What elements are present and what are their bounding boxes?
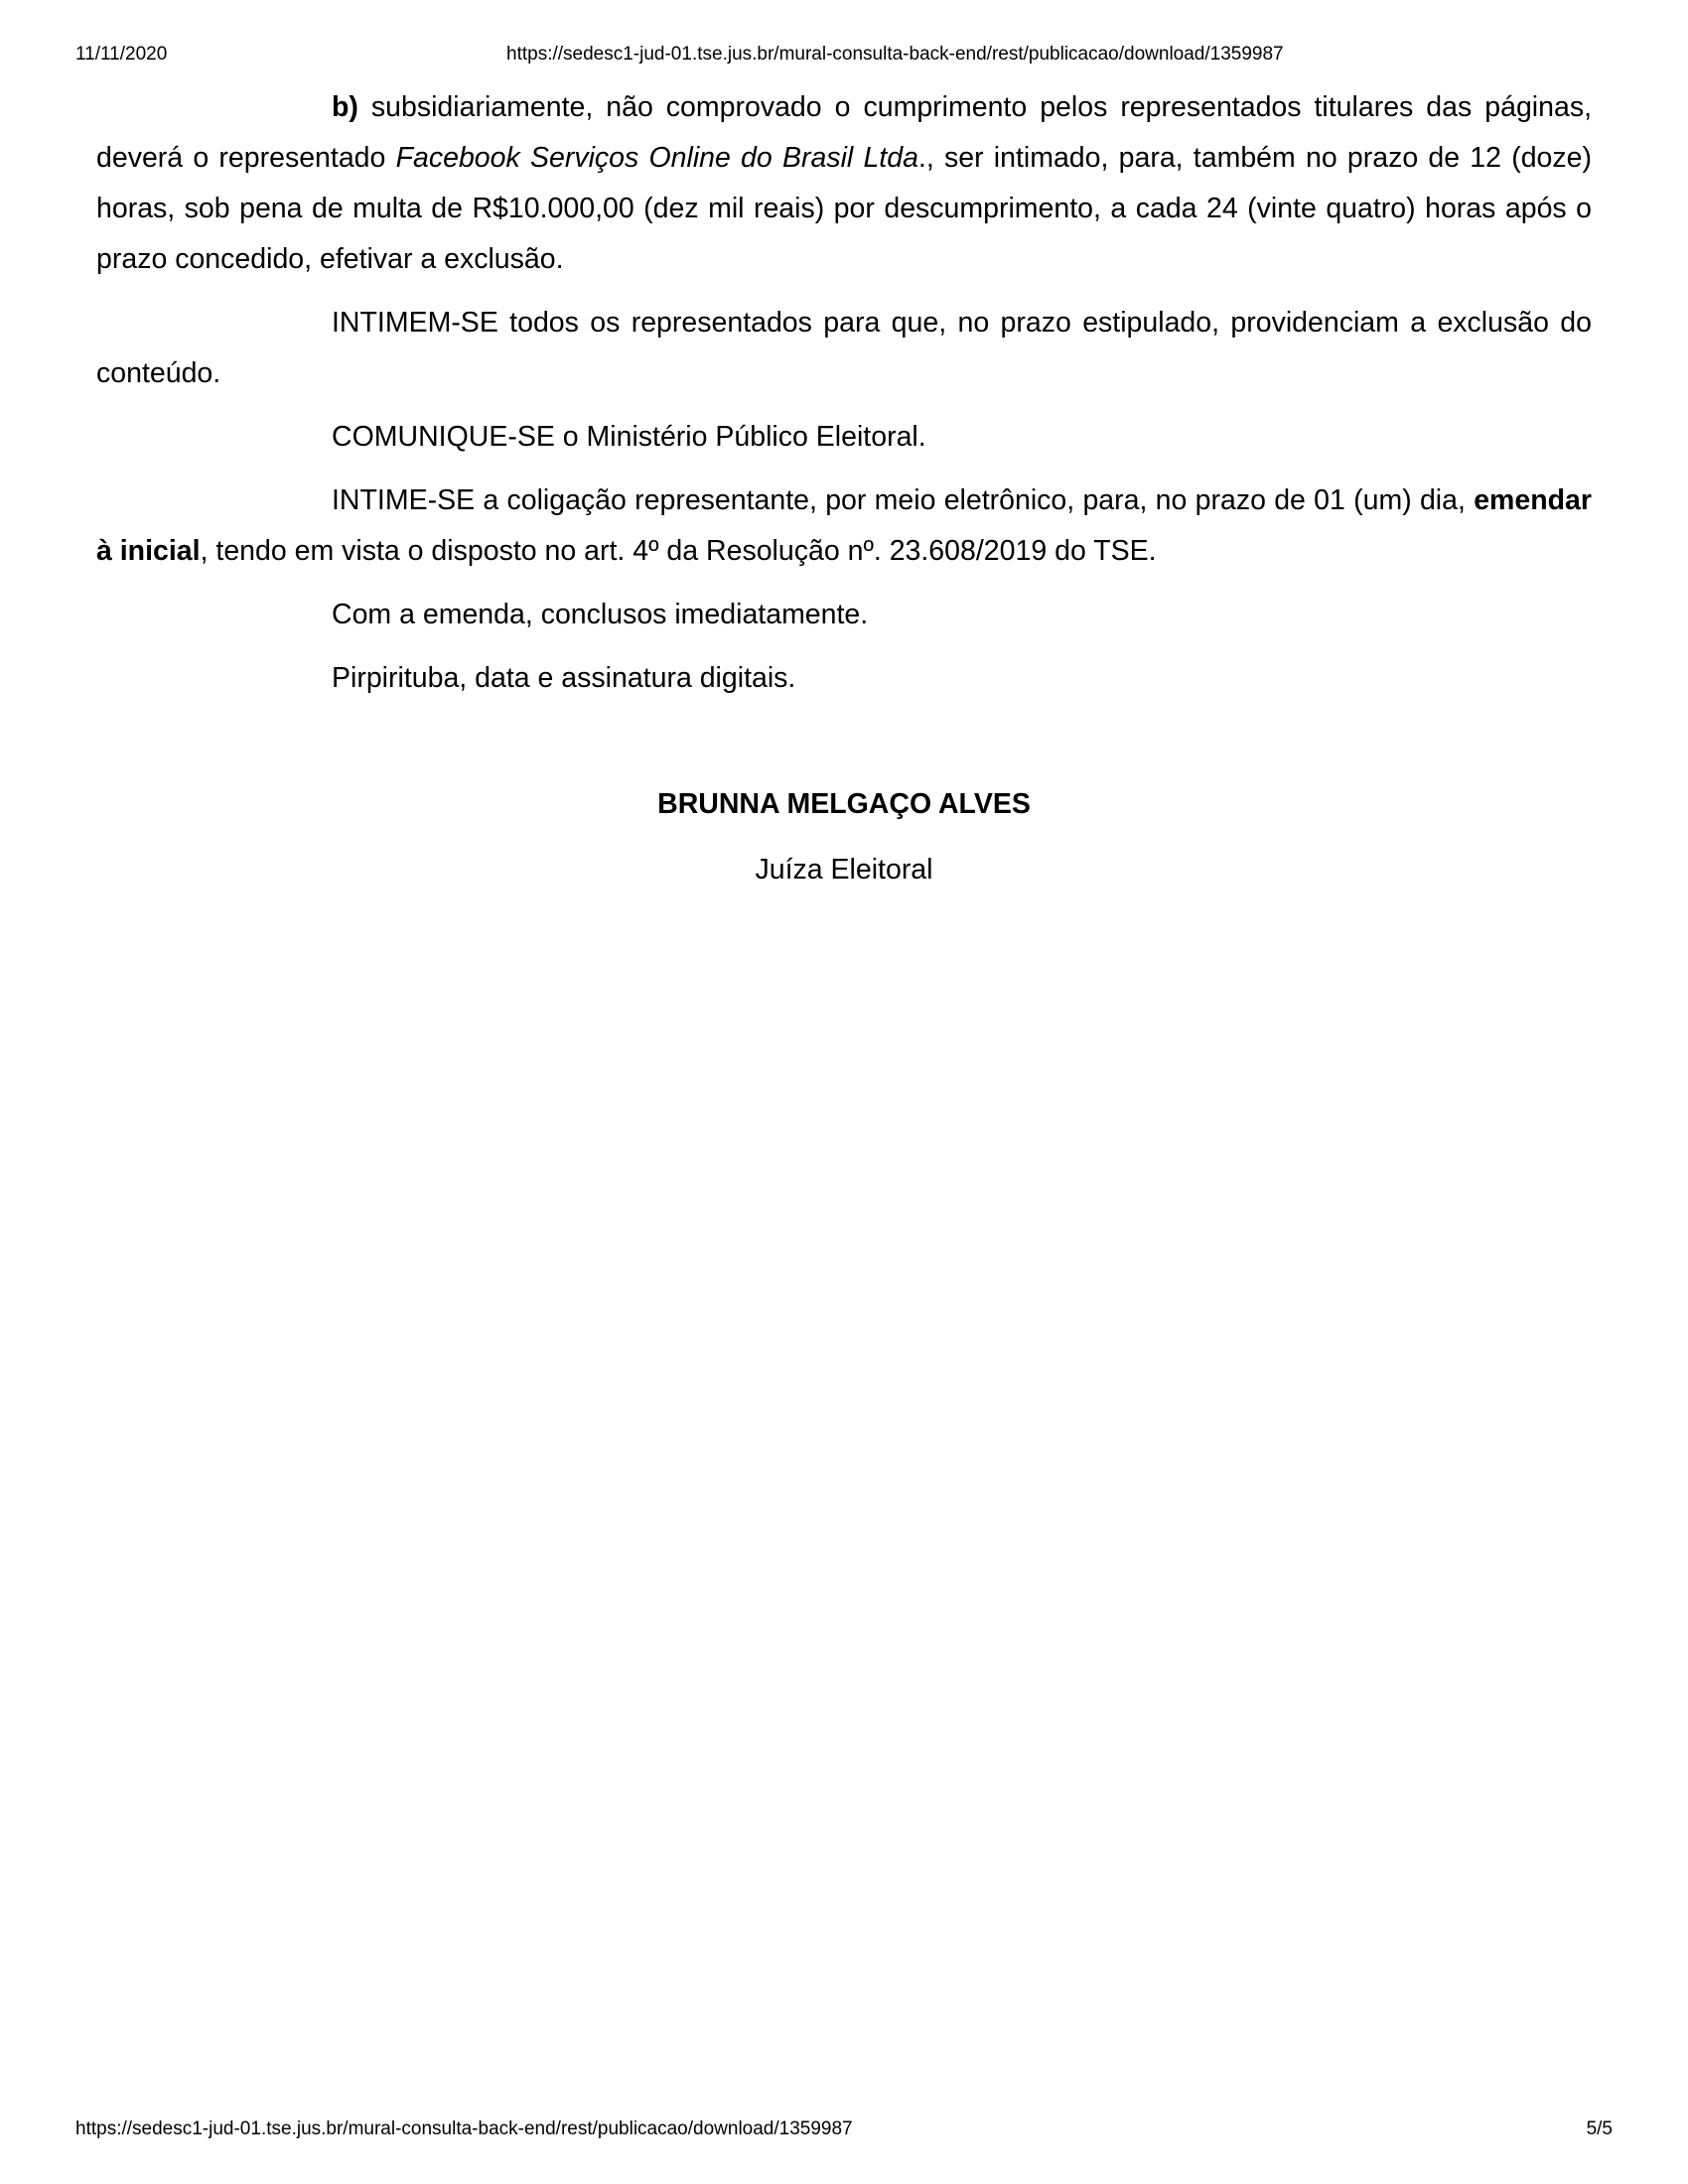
paragraph-text: subsidiariamente, não comprovado o cumprimento pelos representados titulares das páginas, deverá o representado xyxy=(96,91,1592,174)
paragraph-communicate-mpe: COMUNIQUE-SE o Ministério Público Eleitoral. xyxy=(332,421,926,453)
print-date: 11/11/2020 xyxy=(75,44,168,65)
item-label: b) xyxy=(332,91,358,123)
paragraph-place-date: Pirpirituba, data e assinatura digitais. xyxy=(332,662,796,694)
paragraph-text: , tendo em vista o disposto no art. 4º da Resolução nº. 23.608/2019 do TSE. xyxy=(200,535,1157,567)
paragraph-amendment: Com a emenda, conclusos imediatamente. xyxy=(332,599,869,630)
emphasis-text: emendar à inicial xyxy=(96,484,1592,567)
page-number: 5/5 xyxy=(1586,2118,1613,2139)
paragraph-text: ., ser intimado, para, também no prazo de 12 (doze) horas, sob pena de multa de R$10.000,00 (dez mil reais) por descumprimento, a cada 24 (vinte quatro) horas após o prazo concedido, efetivar a exclusão. xyxy=(96,142,1592,275)
signer-name: BRUNNA MELGAÇO ALVES xyxy=(657,788,1031,820)
header-url: https://sedesc1-jud-01.tse.jus.br/mural-consulta-back-end/rest/publicacao/download/1359987 xyxy=(506,44,1284,65)
footer-url: https://sedesc1-jud-01.tse.jus.br/mural-consulta-back-end/rest/publicacao/download/1359987 xyxy=(75,2118,853,2139)
paragraph-subsidiary-order xyxy=(96,82,1592,285)
paragraph-intimation-coalition xyxy=(96,476,1592,577)
document-body xyxy=(96,82,1592,704)
company-name: Facebook Serviços Online do Brasil Ltda xyxy=(395,142,918,174)
paragraph-text: INTIME-SE a coligação representante, por meio eletrônico, para, no prazo de 01 (um) dia, xyxy=(332,484,1475,516)
page-header xyxy=(75,44,1613,68)
page-footer xyxy=(75,2118,1613,2142)
signature-block xyxy=(0,784,1688,889)
paragraph-intimation-represented: INTIMEM-SE todos os representados para que, no prazo estipulado, providenciam a exclusão do conteúdo. xyxy=(96,307,1592,389)
signer-role: Juíza Eleitoral xyxy=(755,854,933,886)
